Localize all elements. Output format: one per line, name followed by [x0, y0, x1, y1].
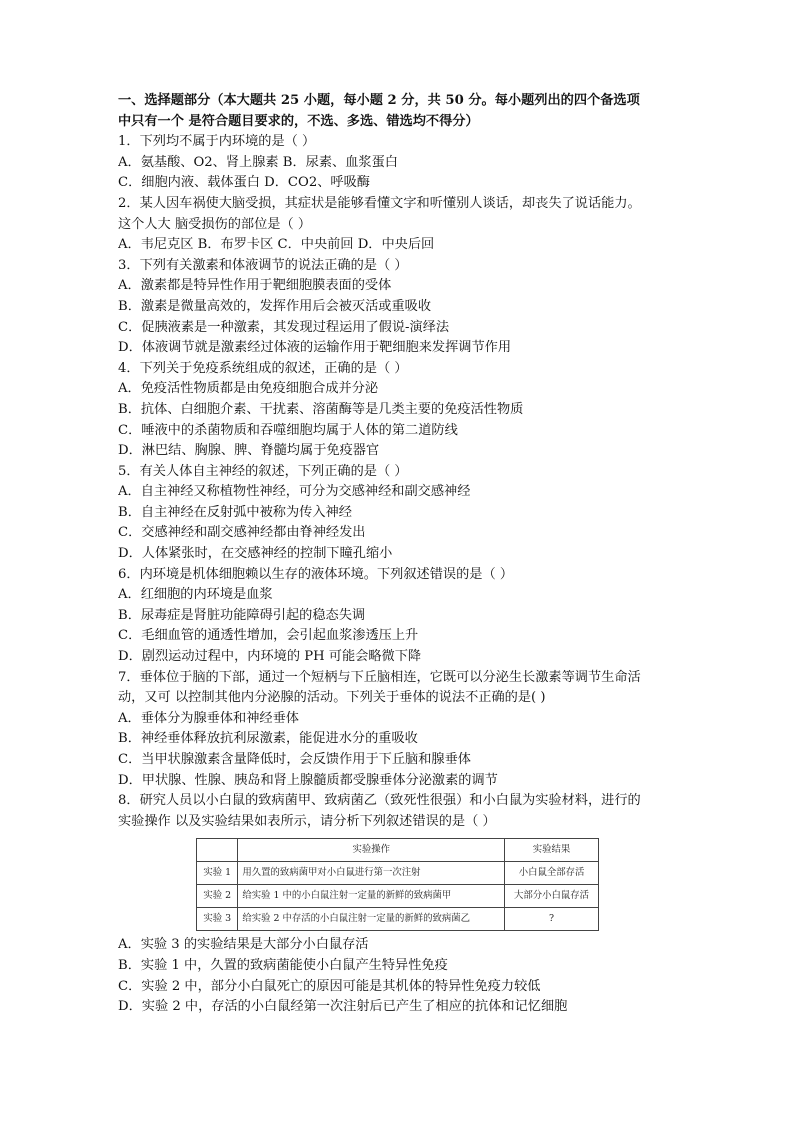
question-stem: 2．某人因车祸使大脑受损，其症状是能够看懂文字和听懂别人谈话，却丧失了说话能力。 — [118, 195, 641, 211]
question-stem-cont: 实验操作 以及实验结果如表所示，请分析下列叙述错误的是（ ） — [118, 813, 496, 829]
question-stem: 3．下列有关激素和体液调节的说法正确的是（ ） — [118, 257, 408, 273]
question-8 — [118, 791, 680, 1018]
option-c: C．实验 2 中，部分小白鼠死亡的原因可能是其机体的特异性免疫力较低 — [118, 978, 541, 994]
experiment-table — [196, 838, 599, 931]
option-b: B．尿毒症是肾脏功能障碍引起的稳态失调 — [118, 607, 366, 623]
option-b: B．实验 1 中，久置的致病菌能使小白鼠产生特异性免疫 — [118, 957, 448, 973]
section-title-cont: 中只有一个 是符合题目要求的，不选、多选、错选均不得分） — [118, 113, 479, 129]
question-5 — [118, 462, 680, 565]
table-cell: 实验 2 — [197, 885, 238, 908]
question-3 — [118, 256, 680, 359]
section-title: 一、选择题部分（本大题共 25 小题，每小题 2 分，共 50 分。每小题列出的四个备选项 — [118, 93, 640, 108]
table-header-row — [197, 839, 599, 862]
option-c: C．交感神经和副交感神经都由脊神经发出 — [118, 525, 366, 541]
question-stem-cont: 这个人大 脑受损伤的部位是（ ） — [118, 216, 312, 232]
option-c: C．促胰液素是一种激素，其发现过程运用了假说-演绎法 — [118, 319, 450, 335]
question-7 — [118, 668, 680, 792]
option-d: D．人体紧张时，在交感神经的控制下瞳孔缩小 — [118, 546, 393, 562]
option-c: C．唾液中的杀菌物质和吞噬细胞均属于人体的第二道防线 — [118, 422, 458, 438]
question-stem: 4．下列关于免疫系统组成的叙述，正确的是（ ） — [118, 360, 408, 376]
table-cell: 给实验 1 中的小白鼠注射一定量的新鲜的致病菌甲 — [238, 885, 505, 908]
experiment-table-wrap — [196, 838, 680, 931]
option-a: A．免疫活性物质都是由免疫细胞合成并分泌 — [118, 381, 379, 397]
question-stem: 8．研究人员以小白鼠的致病菌甲、致病菌乙（致死性很强）和小白鼠为实验材料，进行的 — [118, 793, 641, 809]
question-stem: 1．下列均不属于内环境的是（ ） — [118, 134, 316, 150]
question-2 — [118, 194, 680, 256]
option-b: B．神经垂体释放抗利尿激素，能促进水分的重吸收 — [118, 731, 418, 747]
table-cell: 大部分小白鼠存活 — [505, 885, 599, 908]
option-b: B．抗体、白细胞介素、干扰素、溶菌酶等是几类主要的免疫活性物质 — [118, 401, 524, 417]
option-d: D．实验 2 中，存活的小白鼠经第一次注射后已产生了相应的抗体和记忆细胞 — [118, 999, 568, 1015]
table-cell: ? — [505, 908, 599, 931]
option-a: A．垂体分为腺垂体和神经垂体 — [118, 710, 299, 726]
option-a: A．自主神经又称植物性神经，可分为交感神经和副交感神经 — [118, 484, 471, 500]
question-1 — [118, 132, 680, 194]
question-4 — [118, 359, 680, 462]
table-row — [197, 885, 599, 908]
option-line: A．氨基酸、O2、肾上腺素 B．尿素、血浆蛋白 — [118, 154, 398, 170]
table-cell: 用久置的致病菌甲对小白鼠进行第一次注射 — [238, 862, 505, 885]
option-b: B．自主神经在反射弧中被称为传入神经 — [118, 504, 352, 520]
question-stem: 6．内环境是机体细胞赖以生存的液体环境。下列叙述错误的是（ ） — [118, 566, 514, 582]
table-row — [197, 862, 599, 885]
question-stem-cont: 动，又可 以控制其他内分泌腺的活动。下列关于垂体的说法不正确的是( ) — [118, 690, 546, 706]
option-d: D．剧烈运动过程中，内环境的 PH 可能会略微下降 — [118, 649, 422, 665]
option-b: B．激素是微量高效的，发挥作用后会被灭活或重吸收 — [118, 298, 432, 314]
table-header: 实验操作 — [238, 839, 505, 862]
table-cell: 实验 1 — [197, 862, 238, 885]
option-a: A．红细胞的内环境是血浆 — [118, 587, 273, 603]
table-header — [197, 839, 238, 862]
option-d: D．淋巴结、胸腺、脾、脊髓均属于免疫器官 — [118, 443, 380, 459]
option-c: C．当甲状腺激素含量降低时，会反馈作用于下丘脑和腺垂体 — [118, 752, 471, 767]
option-a: A．激素都是特异性作用于靶细胞膜表面的受体 — [118, 278, 392, 294]
question-stem: 5．有关人体自主神经的叙述，下列正确的是（ ） — [118, 463, 408, 479]
option-d: D．甲状腺、性腺、胰岛和肾上腺髓质都受腺垂体分泌激素的调节 — [118, 772, 498, 788]
exam-page — [118, 91, 680, 1018]
option-c: C．毛细血管的通透性增加，会引起血浆渗透压上升 — [118, 628, 419, 644]
option-line: A．韦尼克区 B．布罗卡区 C．中央前回 D．中央后回 — [118, 237, 435, 253]
option-a: A．实验 3 的实验结果是大部分小白鼠存活 — [118, 937, 369, 953]
option-d: D．体液调节就是激素经过体液的运输作用于靶细胞来发挥调节作用 — [118, 340, 512, 356]
table-header: 实验结果 — [505, 839, 599, 862]
table-cell: 给实验 2 中存活的小白鼠注射一定量的新鲜的致病菌乙 — [238, 908, 505, 931]
option-line: C．细胞内液、载体蛋白 D．CO2、呼吸酶 — [118, 175, 370, 191]
table-row — [197, 908, 599, 931]
table-cell: 实验 3 — [197, 908, 238, 931]
question-6 — [118, 565, 680, 668]
question-stem: 7．垂体位于脑的下部，通过一个短柄与下丘脑相连，它既可以分泌生长激素等调节生命活 — [118, 669, 641, 685]
table-cell: 小白鼠全部存活 — [505, 862, 599, 885]
